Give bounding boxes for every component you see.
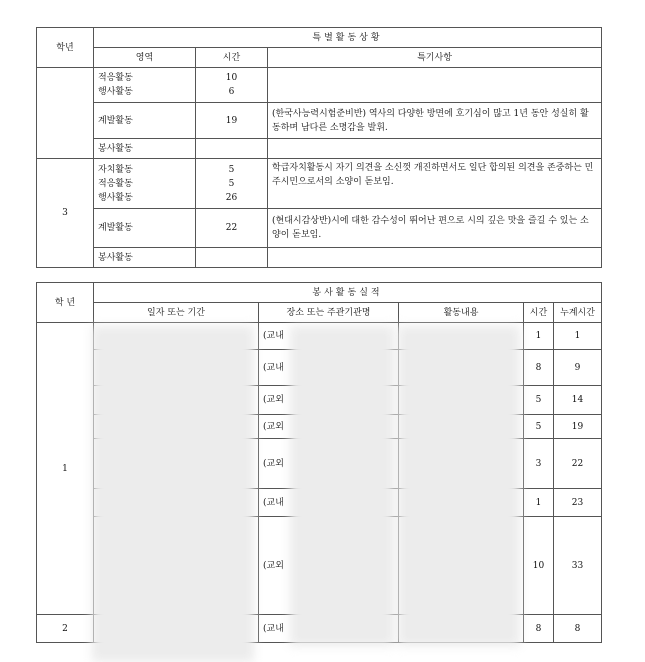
col-content-header: 활동내용 bbox=[399, 303, 524, 323]
place-cell: (교내 bbox=[259, 615, 399, 643]
hours-cell bbox=[196, 248, 268, 268]
total-cell: 19 bbox=[554, 415, 602, 439]
notes-cell: 학급자치활동시 자기 의견을 소신껏 개진하면서도 일단 합의된 의견을 존중하는 민주시민으로서의 소양이 돋보임. bbox=[268, 159, 602, 209]
hours-cell: 19 bbox=[196, 103, 268, 139]
area-cell: 계발활동 bbox=[94, 103, 196, 139]
area-cell: 계발활동 bbox=[94, 209, 196, 248]
col-hours-header: 시간 bbox=[524, 303, 554, 323]
area-cell: 봉사활동 bbox=[94, 139, 196, 159]
total-cell: 33 bbox=[554, 517, 602, 615]
notes-cell bbox=[268, 248, 602, 268]
hours-cell: 1 bbox=[524, 489, 554, 517]
grade-header: 학년 bbox=[37, 28, 94, 68]
grade-header: 학 년 bbox=[37, 283, 94, 323]
place-cell: (교외 bbox=[259, 415, 399, 439]
place-cell: (교외 bbox=[259, 386, 399, 415]
hours-cell: 1 bbox=[524, 323, 554, 350]
area-cell: 자치활동 적응활동 행사활동 bbox=[94, 159, 196, 209]
grade-cell: 3 bbox=[37, 159, 94, 268]
grade-cell bbox=[37, 68, 94, 159]
total-cell: 23 bbox=[554, 489, 602, 517]
total-cell: 14 bbox=[554, 386, 602, 415]
hours-cell: 3 bbox=[524, 439, 554, 489]
grade-cell: 1 bbox=[37, 323, 94, 615]
place-cell: (교내 bbox=[259, 489, 399, 517]
redacted-content-column bbox=[398, 326, 520, 646]
activities-title: 특별활동상황 bbox=[94, 28, 602, 48]
hours-cell: 5 bbox=[524, 386, 554, 415]
total-cell: 8 bbox=[554, 615, 602, 643]
hours-cell: 5 5 26 bbox=[196, 159, 268, 209]
notes-cell: (현대시감상반)시에 대한 감수성이 뛰어난 편으로 시의 깊은 맛을 즐길 수 있는 소양이 돋보임. bbox=[268, 209, 602, 248]
hours-cell: 8 bbox=[524, 350, 554, 386]
col-place-header: 장소 또는 주관기관명 bbox=[259, 303, 399, 323]
hours-cell: 8 bbox=[524, 615, 554, 643]
area-cell: 봉사활동 bbox=[94, 248, 196, 268]
hours-cell bbox=[196, 139, 268, 159]
col-notes-header: 특기사항 bbox=[268, 48, 602, 68]
total-cell: 9 bbox=[554, 350, 602, 386]
col-total-header: 누계시간 bbox=[554, 303, 602, 323]
col-hours-header: 시간 bbox=[196, 48, 268, 68]
redacted-place-column bbox=[290, 326, 394, 646]
place-cell: (교외 bbox=[259, 439, 399, 489]
total-cell: 1 bbox=[554, 323, 602, 350]
hours-cell: 10 bbox=[524, 517, 554, 615]
notes-cell: (한국사능력시험준비반) 역사의 다양한 방면에 호기심이 많고 1년 동안 성실히 활동하며 남다른 소명감을 발휘. bbox=[268, 103, 602, 139]
place-cell: (교내 bbox=[259, 350, 399, 386]
hours-cell: 5 bbox=[524, 415, 554, 439]
notes-cell bbox=[268, 68, 602, 103]
hours-cell: 10 6 bbox=[196, 68, 268, 103]
place-cell: (교외 bbox=[259, 517, 399, 615]
hours-cell: 22 bbox=[196, 209, 268, 248]
area-cell: 적응활동 행사활동 bbox=[94, 68, 196, 103]
special-activities-table bbox=[36, 27, 602, 268]
volunteer-title: 봉사활동실적 bbox=[94, 283, 602, 303]
place-cell: (교내 bbox=[259, 323, 399, 350]
redacted-date-column bbox=[92, 326, 254, 662]
notes-cell bbox=[268, 139, 602, 159]
grade-cell: 2 bbox=[37, 615, 94, 643]
col-area-header: 영역 bbox=[94, 48, 196, 68]
total-cell: 22 bbox=[554, 439, 602, 489]
col-date-header: 일자 또는 기간 bbox=[94, 303, 259, 323]
